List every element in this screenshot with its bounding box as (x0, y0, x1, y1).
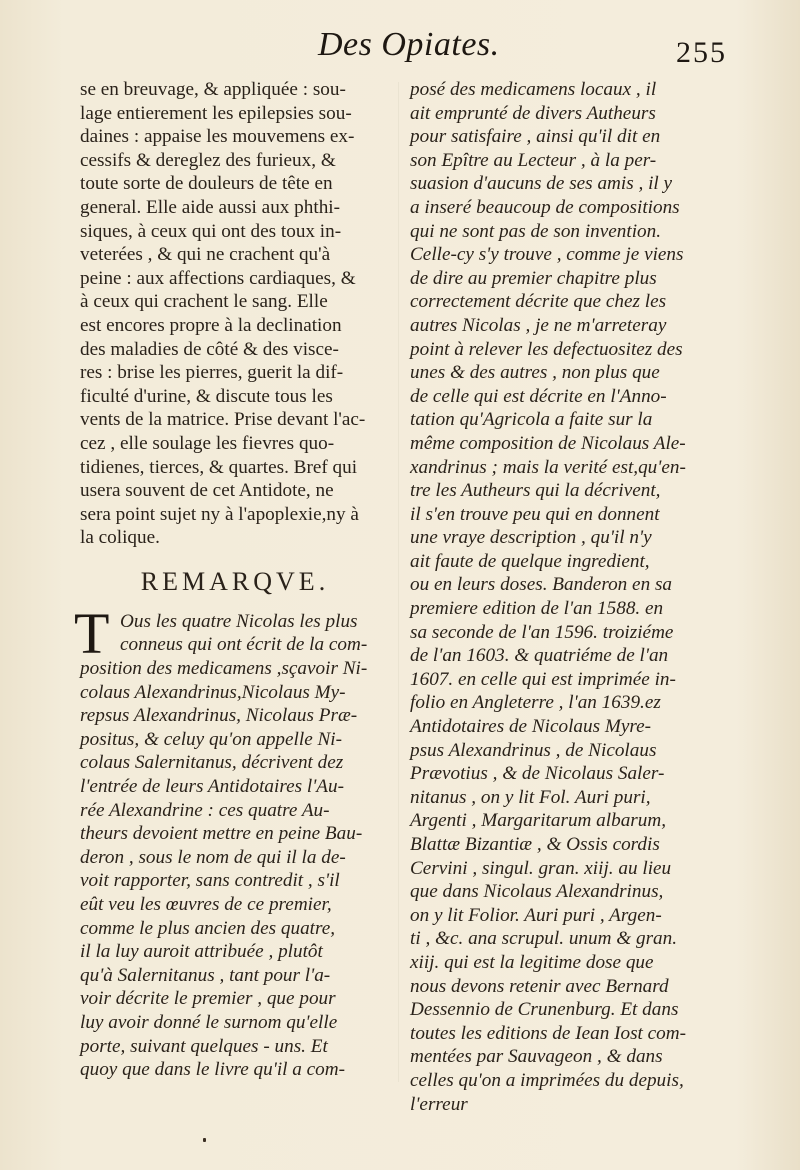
text-line: position des medicamens ,sçavoir Ni- (80, 658, 368, 680)
text-line: sa seconde de l'an 1596. troiziéme (410, 621, 674, 643)
text-line: est encores propre à la declination (80, 314, 342, 336)
text-line: pour satisfaire , ainsi qu'il dit en (410, 126, 661, 148)
text-line: theurs devoient mettre en peine Bau- (80, 823, 363, 845)
text-line: nitanus , on y lit Fol. Auri puri, (410, 786, 651, 808)
text-line: quoy que dans le livre qu'il a com- (80, 1059, 346, 1081)
text-line: même composition de Nicolaus Ale- (410, 432, 686, 454)
text-line: daines : appaise les mouvemens ex- (80, 126, 355, 148)
text-line: premiere edition de l'an 1588. en (410, 598, 664, 620)
ink-speck (203, 1138, 206, 1142)
text-line: a inseré beaucoup de compositions (410, 196, 680, 218)
text-line: posé des medicamens locaux , il (410, 79, 657, 100)
text-line: celles qu'on a imprimées du depuis, (410, 1069, 684, 1091)
text-line: siques, à ceux qui ont des toux in- (80, 220, 342, 242)
text-line: sera point sujet ny à l'apoplexie,ny à (80, 503, 359, 525)
text-line: point à relever les defectuositez des (410, 338, 683, 360)
text-line: usera souvent de cet Antidote, ne (80, 480, 334, 502)
text-line: toutes les editions de Iean Iost com- (410, 1022, 687, 1044)
text-line: l'entrée de leurs Antidotaires l'Au- (80, 776, 344, 798)
text-line: son Epître au Lecteur , à la per- (410, 149, 657, 171)
text-line: ficulté d'urine, & discute tous les (80, 385, 333, 407)
text-line: xandrinus ; mais la verité est,qu'en- (410, 456, 686, 478)
text-line: toute sorte de douleurs de tête en (80, 173, 333, 195)
page-number: 255 (676, 36, 727, 69)
text-line: Prævotius , & de Nicolaus Saler- (410, 763, 665, 785)
text-line: de dire au premier chapitre plus (410, 267, 657, 289)
text-line: Celle-cy s'y trouve , comme je viens (410, 244, 684, 266)
text-line: de celle qui est décrite en l'Anno- (410, 385, 667, 407)
text-line: autres Nicolas , je ne m'arreteray (410, 314, 667, 336)
text-line: Cervini , singul. gran. xiij. au lieu (410, 857, 672, 879)
text-line: voir décrite le premier , que pour (80, 988, 336, 1010)
text-line: lage entierement les epilepsies sou- (80, 102, 352, 124)
text-line: ait faute de quelque ingredient, (410, 550, 650, 572)
text-line: mentées par Sauvageon , & dans (410, 1046, 663, 1068)
text-line: correctement décrite que chez les (410, 291, 667, 313)
text-line: que dans Nicolaus Alexandrinus, (410, 881, 664, 903)
text-line: colaus Alexandrinus,Nicolaus My- (80, 681, 346, 703)
text-line: repsus Alexandrinus, Nicolaus Præ- (80, 705, 358, 727)
page-header (0, 22, 800, 72)
text-line: qu'à Salernitanus , tant pour l'a- (80, 964, 331, 986)
text-line: la colique. (80, 527, 160, 549)
drop-cap: T (74, 600, 110, 666)
text-line: Antidotaires de Nicolaus Myre- (410, 716, 652, 738)
text-line: cessifs & dereglez des furieux, & (80, 149, 336, 171)
text-line: Blattæ Bizantiæ , & Ossis cordis (410, 834, 660, 855)
text-line: suasion d'aucuns de ses amis , il y (410, 173, 673, 195)
text-line: tation qu'Agricola a faite sur la (410, 409, 653, 431)
text-line: veterées , & qui ne crachent qu'à (80, 244, 331, 266)
text-line: psus Alexandrinus , de Nicolaus (410, 739, 657, 761)
text-line: peine : aux affections cardiaques, & (80, 267, 356, 289)
text-line: unes & des autres , non plus que (410, 362, 660, 384)
text-line: qui ne sont pas de son invention. (410, 220, 662, 242)
text-line: deron , sous le nom de qui il la de- (80, 846, 346, 868)
text-line: folio en Angleterre , l'an 1639.ez (410, 692, 661, 714)
text-line: ait emprunté de divers Autheurs (410, 102, 656, 124)
text-line: Argenti , Margaritarum albarum, (410, 810, 667, 832)
text-line: luy avoir donné le surnom qu'elle (80, 1011, 338, 1033)
text-line: ti , &c. ana scrupul. unum & gran. (410, 928, 678, 950)
text-line: Ous les quatre Nicolas les plus (120, 610, 358, 632)
text-line: nous devons retenir avec Bernard (410, 975, 669, 997)
right-column (410, 78, 740, 1116)
column-gutter (398, 82, 399, 1082)
text-line: conneus qui ont écrit de la com- (120, 634, 368, 656)
running-title: Des Opiates. (318, 26, 500, 63)
text-line: res : brise les pierres, guerit la dif- (80, 362, 344, 384)
text-line: tidienes, tierces, & quartes. Bref qui (80, 456, 358, 478)
text-line: voit rapporter, sans contredit , s'il (80, 870, 340, 892)
text-line: vents de la matrice. Prise devant l'ac- (80, 409, 366, 431)
text-line: l'erreur (410, 1093, 468, 1115)
text-line: 1607. en celle qui est imprimée in- (410, 668, 676, 690)
text-line: tre les Autheurs qui la décrivent, (410, 480, 661, 502)
text-line: colaus Salernitanus, décrivent dez (80, 752, 344, 774)
text-line: eût veu les œuvres de ce premier, (80, 894, 332, 915)
section-heading: REMARQVE. (140, 566, 330, 596)
left-paragraph (80, 78, 390, 550)
text-line: à ceux qui crachent le sang. Elle (80, 291, 328, 313)
text-line: xiij. qui est la legitime dose que (410, 951, 654, 973)
text-line: porte, suivant quelques - uns. Et (80, 1035, 328, 1057)
text-line: il s'en trouve peu qui en donnent (410, 503, 660, 525)
text-line: rée Alexandrine : ces quatre Au- (80, 799, 330, 821)
text-line: Dessennio de Crunenburg. Et dans (410, 999, 679, 1021)
text-line: se en breuvage, & appliquée : sou- (80, 79, 346, 100)
text-line: des maladies de côté & des visce- (80, 338, 339, 360)
text-line: comme le plus ancien des quatre, (80, 917, 336, 939)
text-line: une vraye description , qu'il n'y (410, 527, 652, 549)
text-line: positus, & celuy qu'on appelle Ni- (80, 728, 343, 750)
left-column (74, 78, 390, 1082)
text-line: de l'an 1603. & quatriéme de l'an (410, 645, 669, 667)
text-line: ou en leurs doses. Banderon en sa (410, 574, 673, 596)
text-line: general. Elle aide aussi aux phthi- (80, 196, 341, 218)
text-line: on y lit Folior. Auri puri , Argen- (410, 904, 662, 926)
text-line: cez , elle soulage les fievres quo- (80, 432, 335, 454)
text-line: il la luy auroit attribuée , plutôt (80, 941, 323, 963)
remark-paragraph (74, 600, 390, 1082)
